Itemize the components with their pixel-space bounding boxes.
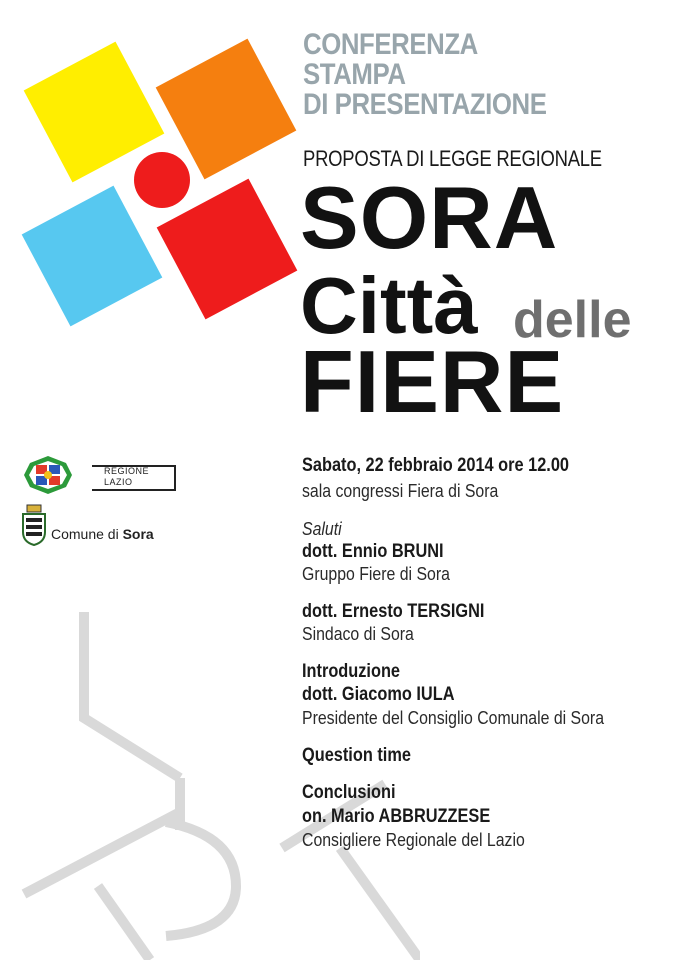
red-circle: [134, 152, 190, 208]
comune-sora-crest-icon: [21, 504, 47, 546]
conclusioni-label: Conclusioni: [302, 782, 396, 803]
speaker-2-role: Sindaco di Sora: [302, 624, 414, 644]
title-fiere: FIERE: [300, 332, 565, 431]
regione-label: REGIONE: [104, 466, 150, 476]
speaker-1-name: dott. Ennio BRUNI: [302, 541, 444, 562]
comune-sora-label: [51, 526, 154, 542]
event-venue: sala congressi Fiera di Sora: [302, 481, 499, 501]
header-line-2: STAMPA: [303, 58, 406, 91]
header-title: [303, 30, 547, 120]
regione-lazio-logo: [22, 455, 154, 495]
question-time-label: Question time: [302, 745, 411, 766]
header-line-1: CONFERENZA: [303, 28, 478, 61]
speaker-2-name: dott. Ernesto TERSIGNI: [302, 601, 485, 622]
title-citta: Città: [300, 261, 478, 350]
header-line-3: DI PRESENTAZIONE: [303, 88, 547, 121]
speaker-4-role: Consigliere Regionale del Lazio: [302, 830, 525, 850]
lazio-label: LAZIO: [104, 477, 133, 487]
title-delle: delle: [513, 291, 632, 349]
header-subtitle: PROPOSTA DI LEGGE REGIONALE: [303, 146, 602, 171]
cyan-square: [22, 186, 163, 327]
saluti-label: Saluti: [302, 519, 342, 539]
speaker-3-name: dott. Giacomo IULA: [302, 684, 455, 705]
regione-lazio-emblem-icon: [22, 455, 74, 495]
introduzione-label: Introduzione: [302, 661, 401, 682]
speaker-3-role: Presidente del Consiglio Comunale di Sora: [302, 708, 605, 728]
speaker-4-name: on. Mario ABBRUZZESE: [302, 806, 491, 827]
comune-name: Sora: [122, 526, 154, 542]
speaker-1-role: Gruppo Fiere di Sora: [302, 564, 450, 584]
comune-prefix: Comune di: [51, 526, 123, 542]
title-sora: SORA: [300, 168, 559, 267]
decorative-lines: [0, 590, 420, 960]
event-date-time: Sabato, 22 febbraio 2014 ore 12.00: [302, 455, 570, 476]
